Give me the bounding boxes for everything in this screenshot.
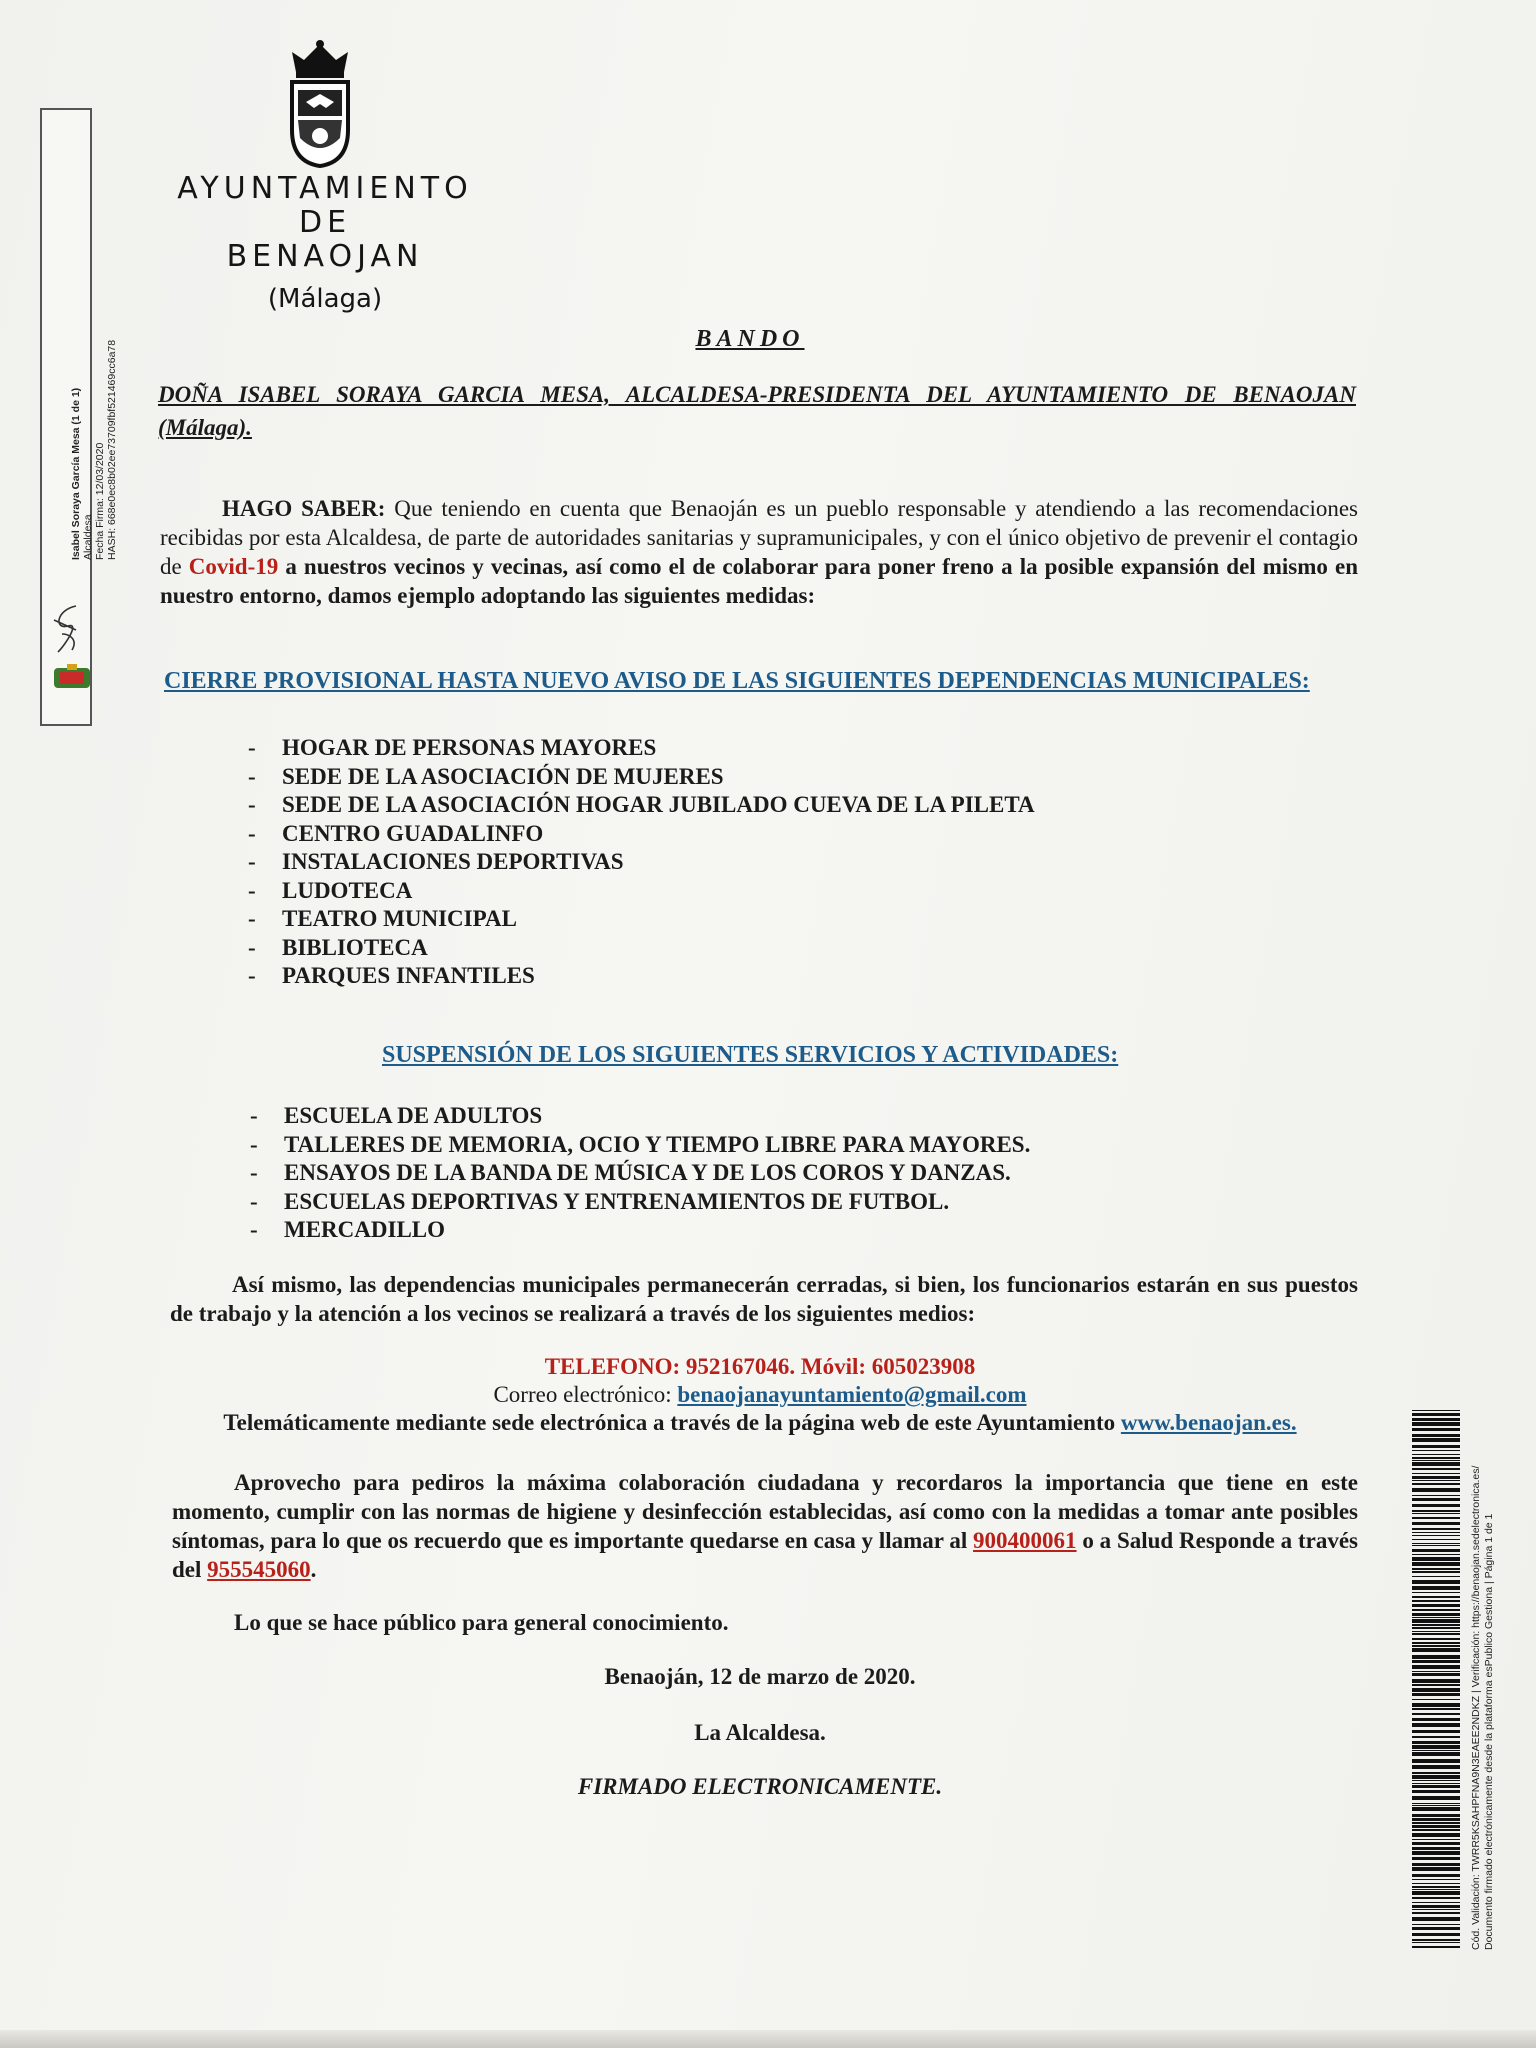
barcode-bar xyxy=(1412,1790,1460,1793)
barcode-bar xyxy=(1412,1554,1460,1555)
barcode-bar xyxy=(1412,1673,1460,1676)
list-item: - INSTALACIONES DEPORTIVAS xyxy=(248,849,624,874)
barcode-bar xyxy=(1412,1703,1460,1707)
barcode-bar xyxy=(1412,1785,1460,1788)
list-item: - PARQUES INFANTILES xyxy=(248,963,535,988)
barcode-bar xyxy=(1412,1699,1460,1700)
barcode-bar xyxy=(1412,1549,1460,1552)
barcode-bar xyxy=(1412,1543,1460,1544)
barcode-bar xyxy=(1412,1780,1460,1781)
barcode-bar xyxy=(1412,1912,1460,1914)
verification-line: Documento firmado electrónicamente desde la plataforma esPublico Gestiona | Página 1 de 1 xyxy=(1483,1513,1495,1950)
barcode-bar xyxy=(1412,1460,1460,1461)
barcode-bar xyxy=(1412,1413,1460,1416)
barcode-bar xyxy=(1412,1805,1460,1806)
barcode-bar xyxy=(1412,1476,1460,1479)
municipality-line: AYUNTAMIENTO xyxy=(177,171,473,206)
list-item: - SEDE DE LA ASOCIACIÓN DE MUJERES xyxy=(248,763,724,789)
barcode-bar xyxy=(1412,1688,1460,1692)
barcode-bar xyxy=(1412,1504,1460,1507)
barcode-bar xyxy=(1412,1879,1460,1880)
barcode-bar xyxy=(1412,1933,1460,1936)
barcode-bar xyxy=(1412,1939,1460,1941)
barcode-bar xyxy=(1412,1718,1460,1721)
barcode-bar xyxy=(1412,1631,1460,1632)
barcode-bar xyxy=(1412,1498,1460,1501)
barcode-bar xyxy=(1412,1557,1460,1561)
barcode-bar xyxy=(1412,1829,1460,1831)
signature-hash: HASH: 668e0ec8b02ee73709fbf521469cc6a78 xyxy=(106,339,118,560)
barcode-bar xyxy=(1412,1679,1460,1683)
barcode-bar xyxy=(1412,1847,1460,1850)
signer-name: Isabel Soraya García Mesa (1 de 1) xyxy=(70,387,82,560)
barcode-bar xyxy=(1412,1648,1460,1652)
barcode-bar xyxy=(1412,1867,1460,1871)
salud-responde-phone-link[interactable]: 955545060 xyxy=(207,1557,311,1582)
barcode-bar xyxy=(1412,1833,1460,1837)
province-label: (Málaga) xyxy=(267,284,383,314)
barcode-bar xyxy=(1412,1905,1460,1908)
place-date: Benaoján, 12 de marzo de 2020. xyxy=(604,1664,916,1689)
barcode-bar xyxy=(1412,1730,1460,1733)
verification-line: Cód. Validación: TWRR5KSAHPFNA9N3EAEE2NDKZ | Verificación: https://benaojan.sedelectronica.es/ xyxy=(1470,1465,1482,1950)
barcode-bar xyxy=(1412,1822,1460,1824)
barcode-bar xyxy=(1412,1604,1460,1607)
emergency-phone-link[interactable]: 900400061 xyxy=(973,1528,1077,1553)
municipality-line: BENAOJAN xyxy=(226,239,424,274)
list-item: - TEATRO MUNICIPAL xyxy=(248,906,517,931)
list-item: - ESCUELAS DEPORTIVAS Y ENTRENAMIENTOS DE FUTBOL. xyxy=(250,1188,950,1214)
barcode-bar xyxy=(1412,1613,1460,1616)
barcode-bar xyxy=(1412,1627,1460,1629)
municipal-logo-icon xyxy=(52,662,92,692)
coat-of-arms-icon xyxy=(282,38,358,170)
barcode-bar xyxy=(1412,1495,1460,1496)
email-label: Correo electrónico: xyxy=(493,1382,678,1407)
barcode-bar xyxy=(1412,1562,1460,1566)
barcode-bar xyxy=(1412,1693,1460,1696)
list-item: - MERCADILLO xyxy=(250,1217,446,1242)
barcode-bar xyxy=(1412,1422,1460,1426)
web-label: Telemáticamente mediante sede electrónica a través de la página web de este Ayuntamiento xyxy=(223,1410,1121,1435)
intro-lead: HAGO SABER: xyxy=(222,496,386,521)
signature-date: Fecha Firma: 12/03/2020 xyxy=(94,442,106,560)
website-link[interactable]: www.benaojan.es. xyxy=(1120,1410,1297,1435)
barcode-bar xyxy=(1412,1807,1460,1811)
barcode-bar xyxy=(1412,1468,1460,1470)
barcode-bar xyxy=(1412,1642,1460,1644)
intro-text-before: Que teniendo en cuenta que Benaoján es un pueblo responsable y atendiendo a las recomendaciones recibidas por esta Alcaldesa, de parte de autoridades sanitarias y supramunicipales, y con el único objetivo de prevenir el contagio de xyxy=(160,496,1358,579)
barcode-bar xyxy=(1412,1513,1460,1514)
barcode-bar xyxy=(1412,1576,1460,1577)
barcode-bar xyxy=(1412,1609,1460,1611)
barcode-bar xyxy=(1412,1580,1460,1584)
barcode-bar xyxy=(1412,1473,1460,1474)
list-item: - LUDOTECA xyxy=(248,877,413,903)
covid-highlight: Covid-19 xyxy=(188,554,279,579)
page-edge xyxy=(0,2030,1536,2048)
barcode-bar xyxy=(1412,1708,1460,1710)
barcode-bar xyxy=(1412,1671,1460,1672)
list-item: - TALLERES DE MEMORIA, OCIO Y TIEMPO LIBRE PARA MAYORES. xyxy=(250,1131,1031,1157)
closures-title: CIERRE PROVISIONAL HASTA NUEVO AVISO DE LAS SIGUIENTES DEPENDENCIAS MUNICIPALES: xyxy=(164,668,1310,694)
barcode-bar xyxy=(1412,1428,1460,1431)
barcode-bar xyxy=(1412,1592,1460,1593)
barcode-bar xyxy=(1412,1902,1460,1903)
mayor-statement: DOÑA ISABEL SORAYA GARCIA MESA, ALCALDESA-PRESIDENTA DEL AYUNTAMIENTO DE BENAOJAN (Málaga). xyxy=(158,382,1356,440)
signature-stamp-text xyxy=(70,340,118,560)
suspensions-title: SUSPENSIÓN DE LOS SIGUIENTES SERVICIOS Y ACTIVIDADES: xyxy=(382,1042,1119,1068)
barcode-bar xyxy=(1412,1480,1460,1481)
barcode-bar xyxy=(1412,1891,1460,1895)
barcode-bar xyxy=(1412,1909,1460,1910)
web-line xyxy=(160,1410,1360,1436)
barcode-icon xyxy=(1412,1410,1460,1954)
list-item: - CENTRO GUADALINFO xyxy=(248,820,544,846)
barcode-bar xyxy=(1412,1814,1460,1817)
verification-text xyxy=(1470,1466,1496,1950)
barcode-bar xyxy=(1412,1638,1460,1640)
barcode-bar xyxy=(1412,1568,1460,1570)
barcode-bar xyxy=(1412,1736,1460,1738)
barcode-bar xyxy=(1412,1450,1460,1451)
barcode-bar xyxy=(1412,1851,1460,1855)
barcode-bar xyxy=(1412,1586,1460,1590)
barcode-bar xyxy=(1412,1857,1460,1860)
barcode-bar xyxy=(1412,1438,1460,1442)
email-line xyxy=(160,1382,1360,1408)
barcode-bar xyxy=(1412,1535,1460,1536)
barcode-bar xyxy=(1412,1571,1460,1573)
list-item: - SEDE DE LA ASOCIACIÓN HOGAR JUBILADO CUEVA DE LA PILETA xyxy=(248,792,1035,817)
barcode-bar xyxy=(1412,1483,1460,1485)
barcode-bar xyxy=(1412,1874,1460,1877)
barcode-bar xyxy=(1412,1752,1460,1756)
barcode-bar xyxy=(1412,1917,1460,1921)
collaboration-paragraph: Aprovecho para pediros la máxima colaboración ciudadana y recordaros la importancia que tiene en este momento, cumplir con las normas de higiene y desinfección establecidas, así como con la medidas a tomar ante posibles síntomas, para lo que os recuerdo que es importante quedarse en casa y llamar al 900400061 o a Salud Responde a través del 955545060. xyxy=(172,1470,1358,1582)
barcode-bar xyxy=(1412,1741,1460,1744)
barcode-bar xyxy=(1412,1539,1460,1540)
offices-note: Así mismo, las dependencias municipales permanecerán cerradas, si bien, los funcionarios estarán en sus puestos de trabajo y la atención a los vecinos se realizará a través de los siguientes medios: xyxy=(170,1272,1358,1326)
barcode-bar xyxy=(1412,1897,1460,1899)
barcode-bar xyxy=(1412,1772,1460,1774)
barcode-bar xyxy=(1412,1510,1460,1512)
list-item: - HOGAR DE PERSONAS MAYORES xyxy=(248,735,657,760)
document-heading: BANDO xyxy=(695,326,805,352)
barcode-bar xyxy=(1412,1796,1460,1800)
barcode-bar xyxy=(1412,1665,1460,1669)
suspensions-list xyxy=(250,1102,1030,1245)
barcode-bar xyxy=(1412,1488,1460,1492)
barcode-bar xyxy=(1412,1434,1460,1437)
barcode-bar xyxy=(1412,1655,1460,1659)
barcode-bar xyxy=(1412,1889,1460,1890)
barcode-bar xyxy=(1412,1842,1460,1845)
barcode-bar xyxy=(1412,1645,1460,1647)
barcode-bar xyxy=(1412,1522,1460,1525)
barcode-bar xyxy=(1412,1633,1460,1635)
signature-note: FIRMADO ELECTRONICAMENTE. xyxy=(577,1774,943,1799)
barcode-bar xyxy=(1412,1462,1460,1466)
barcode-bar xyxy=(1412,1517,1460,1519)
public-notice: Lo que se hace público para general conocimiento. xyxy=(234,1610,729,1635)
barcode-bar xyxy=(1412,1617,1460,1618)
barcode-bar xyxy=(1412,1418,1460,1421)
barcode-bar xyxy=(1412,1886,1460,1888)
barcode-bar xyxy=(1412,1745,1460,1749)
barcode-bar xyxy=(1412,1445,1460,1448)
barcode-bar xyxy=(1412,1684,1460,1686)
barcode-bar xyxy=(1412,1825,1460,1828)
municipality-name xyxy=(150,172,500,274)
signer-role: Alcaldesa xyxy=(82,514,94,560)
barcode-bar xyxy=(1412,1783,1460,1784)
barcode-bar xyxy=(1412,1818,1460,1821)
barcode-bar xyxy=(1412,1863,1460,1866)
barcode-bar xyxy=(1412,1528,1460,1530)
barcode-bar xyxy=(1412,1457,1460,1459)
email-link[interactable]: benaojanayuntamiento@gmail.com xyxy=(677,1382,1027,1407)
list-item: - BIBLIOTECA xyxy=(248,934,428,960)
barcode-bar xyxy=(1412,1775,1460,1779)
barcode-bar xyxy=(1412,1765,1460,1769)
barcode-bar xyxy=(1412,1750,1460,1751)
barcode-bar xyxy=(1412,1596,1460,1598)
closures-list xyxy=(248,734,1035,991)
list-item: - ENSAYOS DE LA BANDA DE MÚSICA Y DE LOS COROS Y DANZAS. xyxy=(250,1160,1011,1185)
barcode-bar xyxy=(1412,1723,1460,1727)
barcode-bar xyxy=(1412,1624,1460,1626)
barcode-bar xyxy=(1412,1883,1460,1884)
municipality-line: DE xyxy=(298,205,352,240)
list-item: - ESCUELA DE ADULTOS xyxy=(250,1103,543,1128)
barcode-bar xyxy=(1412,1454,1460,1455)
barcode-bar xyxy=(1412,1924,1460,1925)
barcode-bar xyxy=(1412,1942,1460,1943)
barcode-bar xyxy=(1412,1946,1460,1948)
barcode-bar xyxy=(1412,1619,1460,1623)
handwritten-signature-icon xyxy=(46,600,86,660)
barcode-bar xyxy=(1412,1532,1460,1533)
barcode-bar xyxy=(1412,1839,1460,1840)
barcode-bar xyxy=(1412,1660,1460,1663)
barcode-bar xyxy=(1412,1713,1460,1715)
barcode-bar xyxy=(1412,1600,1460,1602)
signer-title: La Alcaldesa. xyxy=(694,1720,826,1745)
barcode-bar xyxy=(1412,1759,1460,1763)
intro-text-after: a nuestros vecinos y vecinas, así como el de colaborar para poner freno a la posible expansión del mismo en nuestro entorno, damos ejemplo adoptando las siguientes medidas: xyxy=(160,554,1358,608)
intro-paragraph xyxy=(160,494,1358,610)
barcode-bar xyxy=(1412,1803,1460,1804)
barcode-bar xyxy=(1412,1927,1460,1930)
barcode-bar xyxy=(1412,1410,1460,1411)
phone-line: TELEFONO: 952167046. Móvil: 605023908 xyxy=(544,1354,976,1379)
barcode-bar xyxy=(1412,1545,1460,1546)
